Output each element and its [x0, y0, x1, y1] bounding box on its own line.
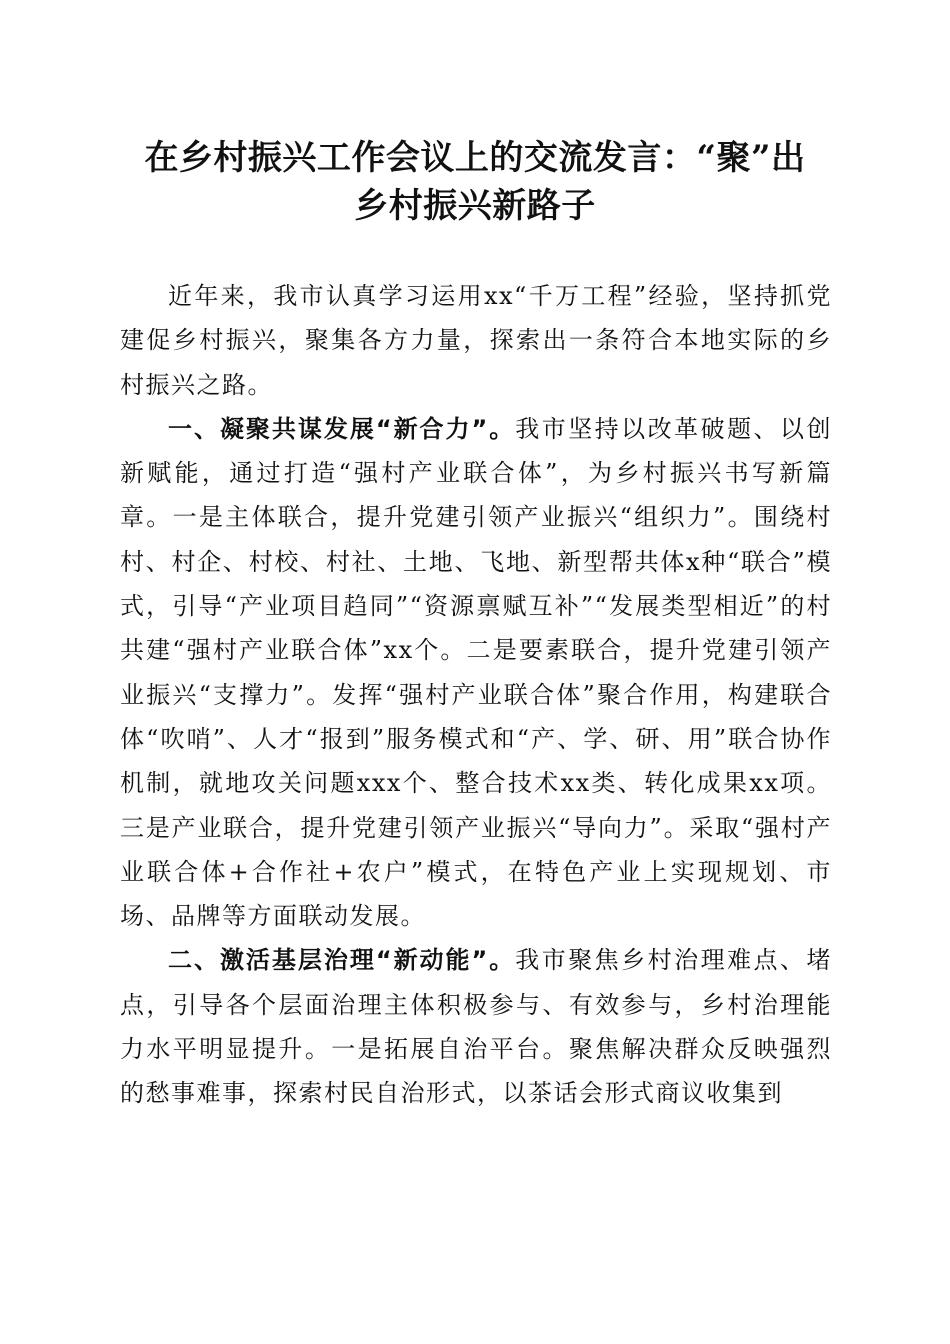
section-2-paragraph [120, 938, 832, 1115]
section-1-paragraph [120, 407, 832, 939]
section-1-heading: 一、凝聚共谋发展“新合力”。 [168, 414, 516, 443]
title-line-1: 在乡村振兴工作会议上的交流发言：“聚”出 [144, 138, 806, 178]
section-1-text: 我市坚持以改革破题、以创新赋能，通过打造“强村产业联合体”，为乡村振兴书写新篇章。一是主体联合，提升党建引领产业振兴“组织力”。围绕村村、村企、村校、村社、土地、飞地、新型帮共体x种“联合”模式，引导“产业项目趋同”“资源禀赋互补”“发展类型相近”的村共建“强村产业联合体”xx个。二是要素联合，提升党建引领产业振兴“支撑力”。发挥“强村产业联合体”聚合作用，构建联合体“吹哨”、人才“报到”服务模式和“产、学、研、用”联合协作机制，就地攻关问题xxx个、整合技术xx类、转化成果xx项。三是产业联合，提升党建引领产业振兴“导向力”。采取“强村产业联合体+合作社+农户”模式，在特色产业上实现规划、市场、品牌等方面联动发展。 [120, 414, 833, 931]
document-title [110, 134, 840, 230]
title-line-2: 乡村振兴新路子 [354, 186, 596, 226]
intro-paragraph: 近年来，我市认真学习运用xx“千万工程”经验，坚持抓党建促乡村振兴，聚集各方力量，探索出一条符合本地实际的乡村振兴之路。 [120, 282, 832, 399]
document-body [120, 274, 832, 1116]
section-2-text: 我市聚焦乡村治理难点、堵点，引导各个层面治理主体积极参与、有效参与，乡村治理能力水平明显提升。一是拓展自治平台。聚焦解决群众反映强烈的愁事难事，探索村民自治形式，以茶话会形式商议收集到 [120, 946, 833, 1108]
section-2-heading: 二、激活基层治理“新动能”。 [168, 946, 516, 975]
